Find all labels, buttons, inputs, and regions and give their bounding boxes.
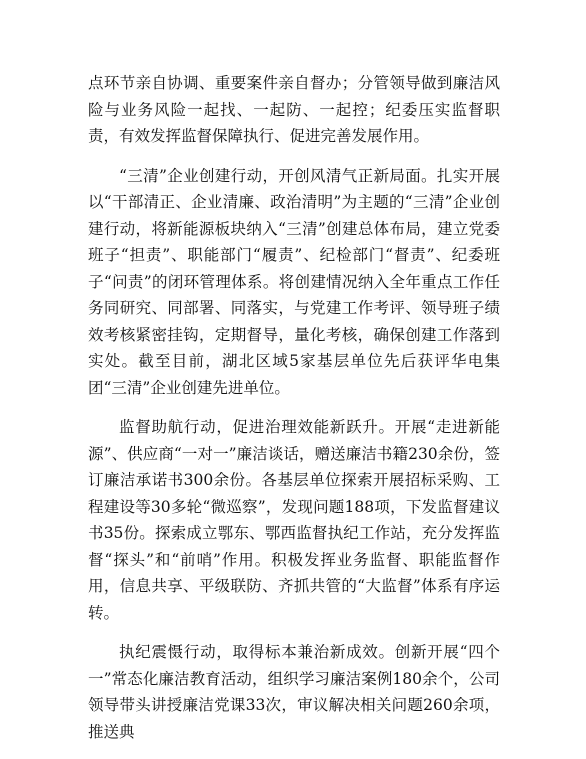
paragraph: “三清”企业创建行动，开创风清气正新局面。扎实开展以“干部清正、企业清廉、政治清明”为主题的“三清”企业创建行动，将新能源板块纳入“三清”创建总体布局，建立党委班子“担责”、职能部门“履责”、纪检部门“督责”、纪委班子“问责”的闭环管理体系。将创建情况纳入全年重点工作任务同研究、同部署、同落实，与党建工作考评、领导班子绩效考核紧密挂钩，定期督导，量化考核，确保创建工作落到实处。截至目前，湖北区域5家基层单位先后获评华电集团“三清”企业创建先进单位。 (88, 166, 500, 397)
paragraph: 点环节亲自协调、重要案件亲自督办；分管领导做到廉洁风险与业务风险一起找、一起防、一起控；纪委压实监督职责，有效发挥监督保障执行、促进完善发展作用。 (88, 74, 500, 145)
document-body (88, 70, 500, 745)
paragraph: 监督助航行动，促进治理效能新跃升。开展“走进新能源”、供应商“一对一”廉洁谈话，赠送廉洁书籍230余份，签订廉洁承诺书300余份。各基层单位探索开展招标采购、工程建设等30多轮“微巡察”，发现问题188项，下发监督建议书35份。探索成立鄂东、鄂西监督执纪工作站，充分发挥监督“探头”和“前哨”作用。积极发挥业务监督、职能监督作用，信息共享、平级联防、齐抓共管的“大监督”体系有序运转。 (88, 418, 500, 622)
paragraph: 执纪震慑行动，取得标本兼治新成效。创新开展“四个一”常态化廉洁教育活动，组织学习廉洁案例180余个，公司领导带头讲授廉洁党课33次，审议解决相关问题260余项，推送典 (88, 643, 500, 741)
